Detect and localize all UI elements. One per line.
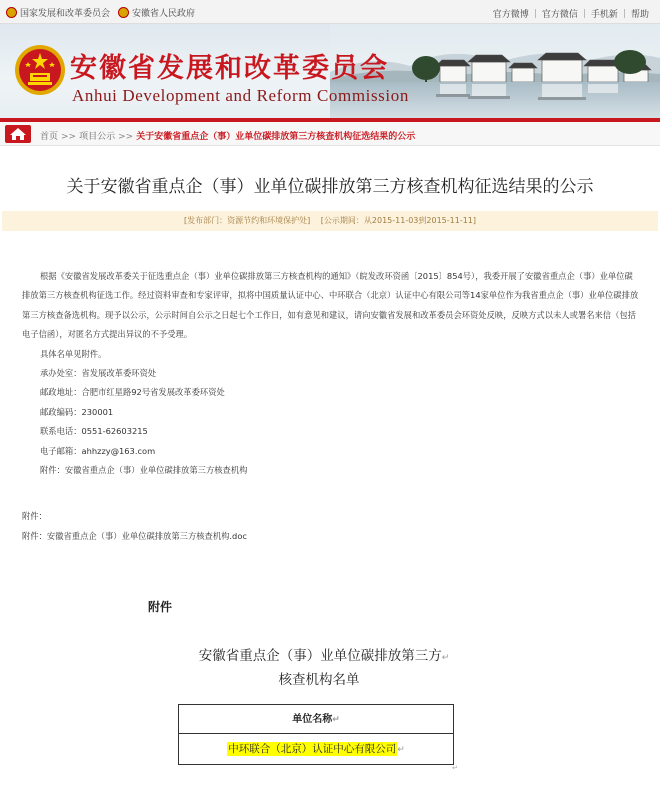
link-mobile[interactable]: 手机新 xyxy=(590,10,618,20)
separator: | xyxy=(533,8,537,19)
top-link-ndrc-label: 国家发展和改革委员会 xyxy=(20,9,111,19)
publish-department: [发布部门：资源节约和环境保护处] xyxy=(183,216,311,225)
attachment-doc-table xyxy=(178,704,454,765)
breadcrumb-current: 关于安徽省重点企（事）业单位碳排放第三方核查机构征选结果的公示 xyxy=(136,132,416,142)
page-title: 关于安徽省重点企（事）业单位碳排放第三方核查机构征选结果的公示 xyxy=(66,177,594,197)
national-emblem-icon xyxy=(6,7,17,18)
top-left-links xyxy=(6,6,203,19)
breadcrumb-project-notices[interactable]: 项目公示 xyxy=(79,132,116,142)
attachment-doc-title-line1-text: 安徽省重点企（事）业单位碳排放第三方 xyxy=(198,648,442,664)
table-row xyxy=(179,734,453,764)
national-emblem-icon xyxy=(118,7,129,18)
list-line-postcode: 邮政编码：230001 xyxy=(40,406,114,417)
top-link-anhui-gov[interactable] xyxy=(118,6,195,19)
separator: | xyxy=(582,8,586,19)
attachment-doc-title-line2: 核查机构名单 xyxy=(278,672,360,688)
attachment-file-link[interactable]: 附件：安徽省重点企（事）业单位碳排放第三方核查机构.doc xyxy=(22,531,247,541)
top-right-links xyxy=(488,7,654,20)
site-banner xyxy=(0,24,660,122)
article-meta xyxy=(2,211,658,231)
breadcrumb xyxy=(40,129,415,142)
home-button[interactable] xyxy=(5,125,31,143)
list-line-email: 电子邮箱：ahhzzy@163.com xyxy=(40,445,156,456)
top-link-ndrc[interactable] xyxy=(6,6,110,19)
table-header-text: 单位名称 xyxy=(292,714,333,725)
top-bar xyxy=(0,0,660,24)
article-paragraph: 根据《安徽省发展改革委关于征选重点企（事）业单位碳排放第三方核查机构的通知》（皖发改环资函〔2015〕854号），我委开展了安徽省重点企（事）业单位碳排放第三方核查机构征选工作。经过资料审查和专家评审，拟将中国质量认证中心、中环联合（北京）认证中心有限公司等14家单位作为我省重点企（事）业单位碳排放第三方核查备选机构。现予以公示，公示时间自公示之日起七个工作日，如有意见和建议，请向安徽省发展和改革委员会环资处反映，反映方式以未人或署名来信（包括电子信函），对匿名方式提出异议的不予受理。 xyxy=(22,271,639,340)
list-line-attachment: 附件：安徽省重点企（事）业单位碳排放第三方核查机构 xyxy=(40,465,248,476)
table-row-text: 中环联合（北京）认证中心有限公司 xyxy=(228,743,397,755)
return-mark-icon: ↵ xyxy=(441,653,450,663)
table-header xyxy=(179,705,453,734)
top-link-anhui-gov-label: 安徽省人民政府 xyxy=(132,9,196,19)
notice-period: [公示期间：从2015-11-03到2015-11-11] xyxy=(320,216,477,225)
link-wechat[interactable]: 官方微信 xyxy=(541,10,578,20)
return-mark-icon: ↵ xyxy=(332,715,340,725)
list-line-office: 承办处室：省发展改革委环资处 xyxy=(40,368,157,379)
attachment-doc-title-line1 xyxy=(0,644,660,664)
list-line-phone: 联系电话：0551-62603215 xyxy=(40,426,148,437)
link-help[interactable]: 帮助 xyxy=(630,10,649,20)
return-mark-icon: ↵ xyxy=(452,764,458,772)
attachment-doc-heading: 附件 xyxy=(148,600,173,614)
attachment-label: 附件： xyxy=(22,511,47,521)
list-line-see-attachment: 具体名单见附件。 xyxy=(40,348,107,359)
breadcrumb-bar xyxy=(0,122,660,146)
breadcrumb-separator: >> xyxy=(118,132,134,142)
return-mark-icon: ↵ xyxy=(397,745,405,755)
site-title-cn: 安徽省发展和改革委员会 xyxy=(70,53,389,84)
site-title-en: Anhui Development and Reform Commission xyxy=(72,86,409,105)
separator: | xyxy=(622,8,626,19)
national-emblem-icon xyxy=(14,44,66,96)
home-icon xyxy=(5,125,31,143)
article-body xyxy=(22,267,640,480)
link-weibo[interactable]: 官方微博 xyxy=(492,10,529,20)
list-line-address: 邮政地址：合肥市红星路92号省发展改革委环资处 xyxy=(40,387,225,398)
breadcrumb-separator: >> xyxy=(61,132,77,142)
breadcrumb-home[interactable]: 首页 xyxy=(40,132,59,142)
